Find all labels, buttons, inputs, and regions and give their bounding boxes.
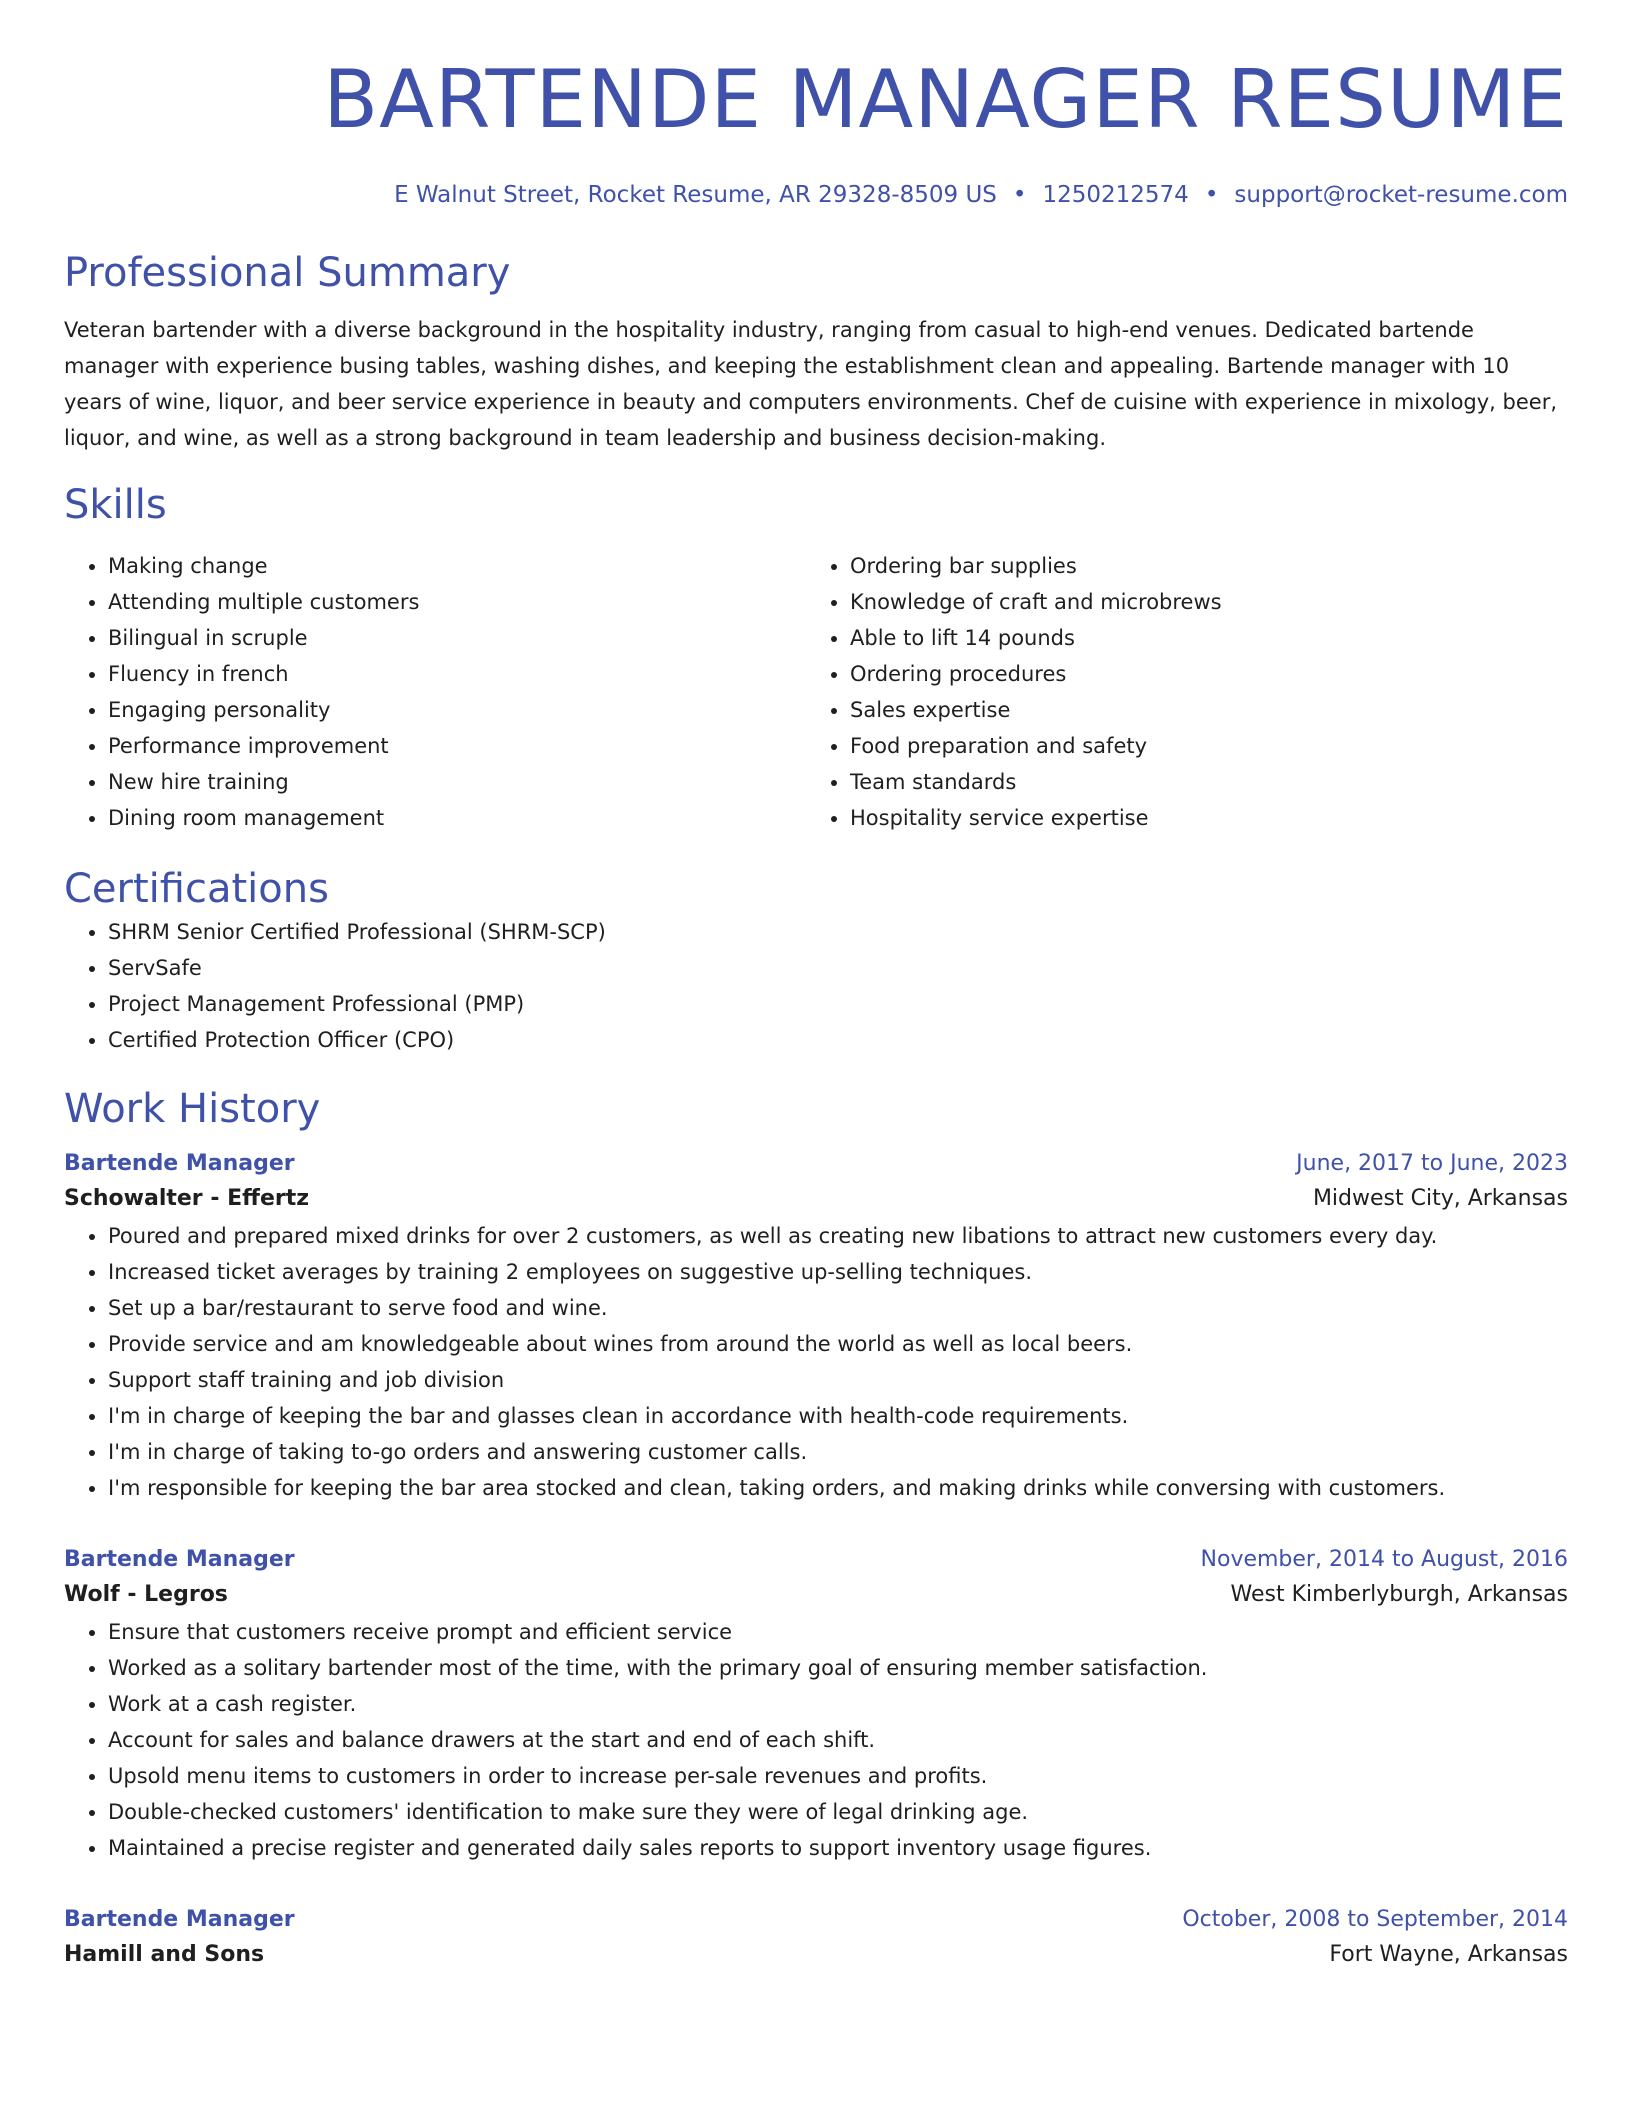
job-dates: June, 2017 to June, 2023	[1296, 1151, 1568, 1176]
skills-heading: Skills	[64, 482, 167, 528]
job-duty: • Provide service and am knowledgeable about wines from around the world as well as local beers.	[108, 1326, 1568, 1362]
job-duty: • Set up a bar/restaurant to serve food and wine.	[108, 1290, 1568, 1326]
work-history-heading: Work History	[64, 1086, 321, 1132]
contact-separator: •	[1012, 182, 1027, 208]
skill-item: • Team standards	[850, 764, 1548, 800]
resume-title: BARTENDE MANAGER RESUME	[323, 53, 1568, 146]
certification-item: • Certified Protection Officer (CPO)	[108, 1022, 1568, 1058]
job-header-row	[64, 1148, 1568, 1180]
job-title: Bartende Manager	[64, 1907, 295, 1932]
contact-email[interactable]: support@rocket-resume.com	[1234, 182, 1568, 208]
job-company: Schowalter - Effertz	[64, 1186, 310, 1211]
job-header-row	[64, 1904, 1568, 1936]
skills-column-right	[806, 548, 1548, 836]
job-location: West Kimberlyburgh, Arkansas	[1230, 1582, 1568, 1607]
summary-text: Veteran bartender with a diverse background in the hospitality industry, ranging from casual to high-end venues. Dedicated bartende manager with experience busing tables, washing dishes, and keeping the establishment clean and appealing. Bartende manager with 10 years of wine, liquor, and beer service experience in beauty and computers environments. Chef de cuisine with experience in mixology, beer, liquor, and wine, as well as a strong background in team leadership and business decision-making.	[64, 318, 1557, 450]
skill-item: • New hire training	[108, 764, 806, 800]
summary-heading: Professional Summary	[64, 250, 511, 296]
skill-item: • Food preparation and safety	[850, 728, 1548, 764]
skills-column-left	[64, 548, 806, 836]
job-duties-list	[64, 1218, 1568, 1506]
job-duty: • I'm responsible for keeping the bar area stocked and clean, taking orders, and making drinks while conversing with customers.	[108, 1470, 1568, 1506]
job-title: Bartende Manager	[64, 1151, 295, 1176]
job-duty: • I'm in charge of taking to-go orders and answering customer calls.	[108, 1434, 1568, 1470]
job-dates: October, 2008 to September, 2014	[1182, 1907, 1568, 1932]
skills-list-left	[64, 548, 806, 836]
skills-columns	[64, 548, 1568, 836]
job-duty: • Ensure that customers receive prompt and efficient service	[108, 1614, 1568, 1650]
skill-item: • Bilingual in scruple	[108, 620, 806, 656]
job-duty: • Support staff training and job division	[108, 1362, 1568, 1398]
skill-item: • Hospitality service expertise	[850, 800, 1548, 836]
certifications-list	[64, 914, 1568, 1058]
skill-item: • Ordering procedures	[850, 656, 1548, 692]
job-title: Bartende Manager	[64, 1547, 295, 1572]
job-entry	[64, 1904, 1568, 1974]
certification-item: • SHRM Senior Certified Professional (SHRM-SCP)	[108, 914, 1568, 950]
job-entry	[64, 1148, 1568, 1506]
skills-list-right	[806, 548, 1548, 836]
skill-item: • Knowledge of craft and microbrews	[850, 584, 1548, 620]
job-duty: • Account for sales and balance drawers at the start and end of each shift.	[108, 1722, 1568, 1758]
resume-header	[64, 0, 1568, 210]
contact-phone: 1250212574	[1042, 182, 1189, 208]
skill-item: • Engaging personality	[108, 692, 806, 728]
certifications-heading: Certifications	[64, 866, 329, 912]
contact-address: E Walnut Street, Rocket Resume, AR 29328-8509 US	[394, 182, 997, 208]
job-duty: • I'm in charge of keeping the bar and glasses clean in accordance with health-code requirements.	[108, 1398, 1568, 1434]
job-duty: • Maintained a precise register and generated daily sales reports to support inventory usage figures.	[108, 1830, 1568, 1866]
job-header-row	[64, 1544, 1568, 1576]
certification-item: • Project Management Professional (PMP)	[108, 986, 1568, 1022]
skill-item: • Making change	[108, 548, 806, 584]
job-duty: • Increased ticket averages by training 2 employees on suggestive up-selling techniques.	[108, 1254, 1568, 1290]
job-company: Wolf - Legros	[64, 1582, 228, 1607]
contact-separator: •	[1204, 182, 1219, 208]
job-duty: • Work at a cash register.	[108, 1686, 1568, 1722]
skill-item: • Able to lift 14 pounds	[850, 620, 1548, 656]
job-duty: • Double-checked customers' identification to make sure they were of legal drinking age.	[108, 1794, 1568, 1830]
job-company: Hamill and Sons	[64, 1942, 265, 1967]
skill-item: • Sales expertise	[850, 692, 1548, 728]
job-company-row	[64, 1180, 1568, 1218]
job-location: Fort Wayne, Arkansas	[1329, 1942, 1568, 1967]
certification-item: • ServSafe	[108, 950, 1568, 986]
job-company-row	[64, 1936, 1568, 1974]
job-duties-list	[64, 1614, 1568, 1866]
contact-line	[64, 180, 1568, 210]
job-company-row	[64, 1576, 1568, 1614]
skill-item: • Performance improvement	[108, 728, 806, 764]
skill-item: • Ordering bar supplies	[850, 548, 1548, 584]
skill-item: • Fluency in french	[108, 656, 806, 692]
job-duty: • Poured and prepared mixed drinks for over 2 customers, as well as creating new libations to attract new customers every day.	[108, 1218, 1568, 1254]
job-duty: • Worked as a solitary bartender most of the time, with the primary goal of ensuring member satisfaction.	[108, 1650, 1568, 1686]
job-dates: November, 2014 to August, 2016	[1200, 1547, 1568, 1572]
skill-item: • Attending multiple customers	[108, 584, 806, 620]
job-entry	[64, 1544, 1568, 1866]
skill-item: • Dining room management	[108, 800, 806, 836]
job-location: Midwest City, Arkansas	[1312, 1186, 1568, 1211]
job-duty: • Upsold menu items to customers in order to increase per-sale revenues and profits.	[108, 1758, 1568, 1794]
